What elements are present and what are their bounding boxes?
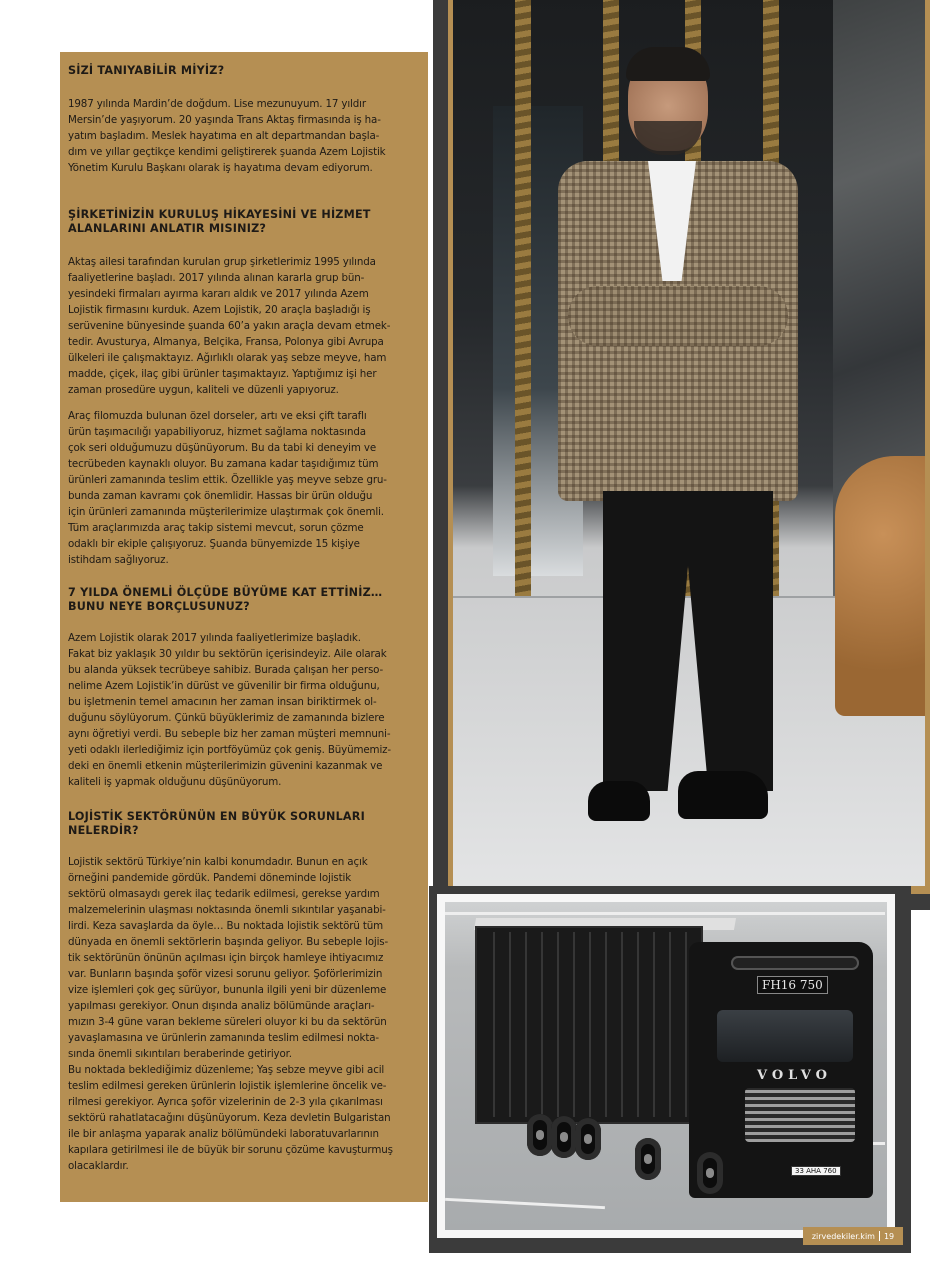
section-paragraph: Azem Lojistik olarak 2017 yılında faaliyetlerimize başladık. Fakat biz yaklaşık 30 yıldır bu sektörün içerisindeyiz. Aile olarak bu alanda yüksek tecrübeye sahibiz. Burada çalışan her perso- nelime Azem Lojistik’in dürüst ve güvenilir bir firma olduğunu, bu işletmenin temel amacının her zaman insan biriktirmek ol- duğunu söylüyorum. Çünkü büyüklerimiz de zamanında bizlere aynı öğretiyi verdi. Bu sebeple biz her zaman müşteri memnuni- yeti odaklı ilerlediğimiz için portföyümüz çok geniş. Büyümemiz- deki en önemli etkenin müşterilerimizin güvenini kazanmak ve kaliteli iş yapmak olduğunu düşünüyorum. — [68, 632, 391, 788]
person-beard — [634, 121, 702, 155]
black-shoe — [678, 771, 768, 819]
brand-logo: VOLVO — [757, 1068, 832, 1083]
model-badge: FH16 750 — [757, 976, 828, 994]
windshield — [717, 1010, 853, 1062]
leather-sofa — [835, 456, 925, 716]
black-shoe — [588, 781, 650, 821]
section-growth — [68, 586, 420, 790]
front-grille — [745, 1088, 855, 1142]
truck-photo-border — [437, 894, 895, 1238]
gold-pillar — [515, 0, 531, 596]
black-trousers — [603, 491, 773, 791]
license-plate: 33 AHA 760 — [791, 1166, 841, 1176]
section-heading: SİZİ TANIYABİLİR MİYİZ? — [68, 64, 225, 77]
section-company-history — [68, 208, 420, 568]
section-heading: LOJİSTİK SEKTÖRÜNÜN EN BÜYÜK SORUNLARI NELERDİR? — [68, 810, 365, 837]
truck-photo-frame — [429, 886, 911, 1253]
section-paragraph: Aktaş ailesi tarafından kurulan grup şirketlerimiz 1995 yılında faaliyetlerine başladı. 2017 yılında alınan kararla grup bün- yesindeki firmaları ayırma kararı aldık ve 2017 yılında Azem Lojistik firmasını kurduk. Azem Lojistik, 20 araçla başladığı iş serüvenine bünyesinde şuanda 60’a yakın araçla devam etmek- tedir. Avusturya, Almanya, Belçika, Fransa, Polonya gibi Avrupa ülkeleri ile çalışmaktayız. Ağırlıklı olarak yaş sebze meyve, ham madde, çiçek, ilaç gibi ürünler taşımaktayız. Yaptığımız işi her zaman prosedüre uygun, kaliteli ve düzenli yapıyoruz. — [68, 256, 391, 396]
standing-person — [548, 51, 808, 861]
road-marking — [445, 912, 885, 915]
trailer-wheel — [575, 1118, 601, 1160]
road-marking — [445, 1198, 605, 1209]
person-hair — [626, 47, 710, 81]
portrait-photo — [453, 0, 925, 886]
trailer-wheel — [551, 1116, 577, 1158]
section-heading: ŞİRKETİNİZİN KURULUŞ HİKAYESİNİ VE HİZMET ALANLARINI ANLATIR MISINIZ? — [68, 208, 371, 235]
footer-divider — [879, 1231, 880, 1241]
section-paragraph: 1987 yılında Mardin’de doğdum. Lise mezunuyum. 17 yıldır Mersin’de yaşıyorum. 20 yaşında Trans Aktaş firmasında iş ha- yatım başladım. Meslek hayatıma en alt departmandan başla- dım ve yıllar geçtikçe kendimi geliştirerek şuanda Azem Lojistik Yönetim Kurulu Başkanı olarak iş hayatıma devam ediyorum. — [68, 98, 386, 174]
portrait-photo-frame — [433, 0, 930, 910]
trailer-ribs — [479, 932, 699, 1117]
trailer-wheel — [527, 1114, 553, 1156]
section-paragraph: Araç filomuzda bulunan özel dorseler, artı ve eksi çift taraflı ürün taşımacılığı yapabiliyoruz, hizmet sağlama noktasında çok seri olduğumuzu düşünüyorum. Bu da tabi ki deneyim ve tecrübeden kaynaklı oluyor. Bu zamana kadar taşıdığımız tüm ürünleri zamanında teslim ettik. Özellikle yaş meyve sebze gru- bunda zaman kavramı çok önemlidir. Hassas bir ürün olduğu için ürünleri zamanında müşterilerimize ulaştırmak çok önemli. Tüm araçlarımızda araç takip sistemi mevcut, sorun çözme odaklı bir ekiple çalışıyoruz. Şuanda bünyemizde 15 kişiye istihdam sağlıyoruz. — [68, 410, 387, 566]
truck-photo — [445, 902, 887, 1230]
roof-light-bar — [731, 956, 859, 970]
footer-site: zirvedekiler.kim — [811, 1231, 875, 1241]
portrait-photo-border — [448, 0, 930, 894]
section-paragraph: Lojistik sektörü Türkiye’nin kalbi konumdadır. Bunun en açık örneğini pandemide gördük. Pandemi döneminde lojistik sektörü olmasaydı gerek ilaç tedarik edilmesi, gerekse yardım malzemelerinin ulaşması noktasında önemli sıkıntılar yaşanabi- lirdi. Keza savaşlarda da öyle… Bu noktada lojistik sektörü tüm dünyada en önemli sektörlerin başında geliyor. Bu sebeple lojis- tik sektörünün önünün açılması için birçok hamleye ihtiyacımız var. Bunların başında şoför vizesi sorunu geliyor. Şoförlerimizin vize işlemleri çok geç sürüyor, bununla ilgili yeni bir düzenleme yapılması gerekiyor. Onun dışında analiz bölümünde araçları- mızın 3-4 güne varan bekleme süreleri oluyor ki bu da sektörün yavaşlamasına ve ürünlerin zamanında teslim edilmesi nokta- sında önemli sıkıntıları beraberinde getiriyor. Bu noktada beklediğimiz düzenleme; Yaş sebze meyve gibi acil teslim edilmesi gereken ürünlerin lojistik işlemlerine öncelik ve- rilmesi gerekiyor. Ayrıca şoför vizelerinin de 2-3 yıla çıkarılması sektörü rahatlatacağını düşünüyorum. Keza devletin Bulgaristan ile bir anlaşma yaparak analiz bölümündeki laboratuvarlarının kapılara getirilmesi ile de büyük bir sorunu çözüme kavuşturmuş olacaklardır. — [68, 856, 393, 1172]
cab-wheel — [635, 1138, 661, 1180]
section-sector-problems — [68, 810, 420, 1174]
section-about — [68, 64, 420, 176]
page-number: 19 — [883, 1231, 895, 1241]
cab-wheel — [697, 1152, 723, 1194]
crossed-arms — [568, 286, 788, 346]
article-text-panel — [60, 52, 428, 1202]
page-footer — [803, 1227, 903, 1245]
section-heading: 7 YILDA ÖNEMLİ ÖLÇÜDE BÜYÜME KAT ETTİNİZ… BUNU NEYE BORÇLUSUNUZ? — [68, 586, 383, 613]
